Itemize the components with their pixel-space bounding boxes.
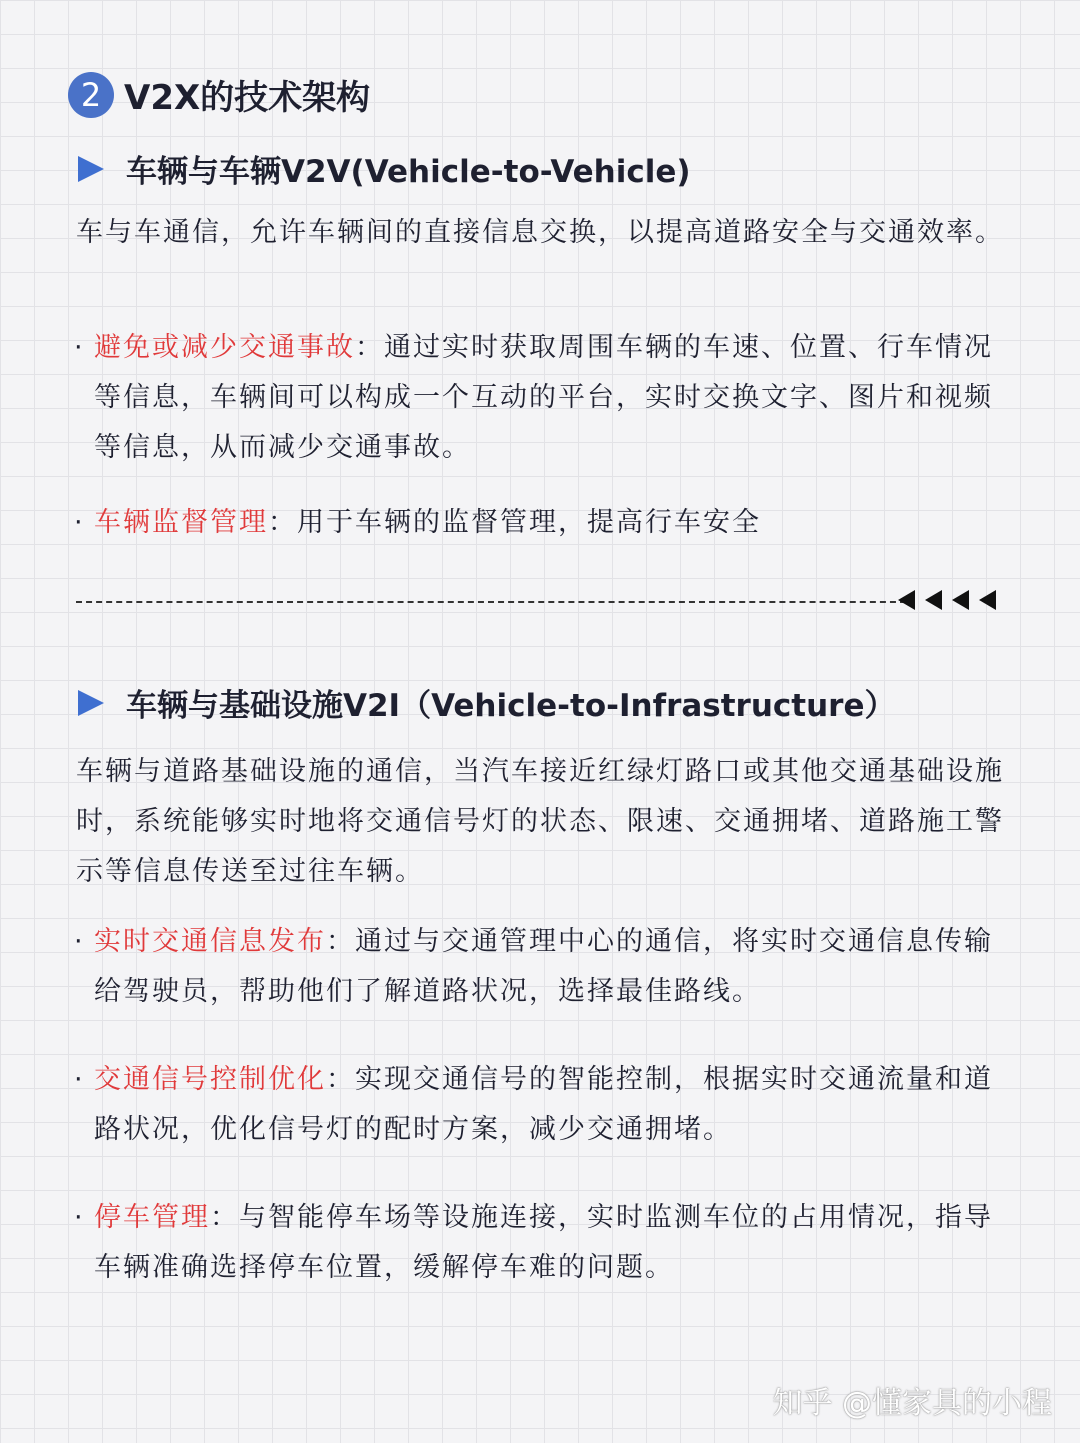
bullet: · xyxy=(74,926,85,957)
bullet-text: ：实现交通信号的智能控制，根据实时交通流量和道路状况，优化信号灯的配时方案，减少交通拥堵。 xyxy=(94,1064,993,1145)
divider-arrows xyxy=(898,590,1000,610)
bullet-text: ：通过与交通管理中心的通信，将实时交通信息传输给驾驶员，帮助他们了解道路状况，选择最佳路线。 xyxy=(94,926,993,1007)
arrow-left-icon xyxy=(925,590,942,610)
bullet-term: 车辆监督管理 xyxy=(94,507,268,538)
bullet: · xyxy=(74,332,85,363)
arrow-left-icon xyxy=(979,590,996,610)
arrow-left-icon xyxy=(898,590,915,610)
section-title xyxy=(68,70,370,119)
list-item xyxy=(74,1193,1014,1293)
triangle-icon xyxy=(78,690,104,716)
bullet-text: ：与智能停车场等设施连接，实时监测车位的占用情况，指导车辆准确选择停车位置，缓解停车难的问题。 xyxy=(94,1202,993,1283)
section-title-text: V2X的技术架构 xyxy=(124,78,371,118)
bullet: · xyxy=(74,1064,85,1095)
bullet-text: ：用于车辆的监督管理，提高行车安全 xyxy=(268,507,761,538)
list-item xyxy=(74,323,1014,473)
v2i-heading xyxy=(78,680,896,725)
triangle-icon xyxy=(78,156,104,182)
watermark: 知乎 @懂家具的小程 xyxy=(772,1386,1052,1421)
bullet-term: 避免或减少交通事故 xyxy=(94,332,355,363)
bullet-text: ：通过实时获取周围车辆的车速、位置、行车情况等信息，车辆间可以构成一个互动的平台，实时交换文字、图片和视频等信息，从而减少交通事故。 xyxy=(94,332,993,463)
list-item xyxy=(74,498,1014,548)
bullet-term: 停车管理 xyxy=(94,1202,210,1233)
arrow-left-icon xyxy=(952,590,969,610)
bullet-term: 实时交通信息发布 xyxy=(94,926,326,957)
v2i-heading-text: 车辆与基础设施V2I（Vehicle-to-Infrastructure） xyxy=(126,688,896,724)
section-number-badge: 2 xyxy=(68,72,114,118)
v2v-intro: 车与车通信，允许车辆间的直接信息交换，以提高道路安全与交通效率。 xyxy=(76,217,1004,248)
dashed-divider xyxy=(76,601,906,603)
v2i-intro: 车辆与道路基础设施的通信，当汽车接近红绿灯路口或其他交通基础设施时，系统能够实时地将交通信号灯的状态、限速、交通拥堵、道路施工警示等信息传送至过往车辆。 xyxy=(76,756,1004,887)
v2v-heading-text: 车辆与车辆V2V(Vehicle-to-Vehicle) xyxy=(126,154,691,190)
v2v-heading xyxy=(78,146,691,191)
bullet: · xyxy=(74,507,85,538)
list-item xyxy=(74,1055,1014,1155)
list-item xyxy=(74,917,1014,1017)
bullet-term: 交通信号控制优化 xyxy=(94,1064,326,1095)
bullet: · xyxy=(74,1202,85,1233)
